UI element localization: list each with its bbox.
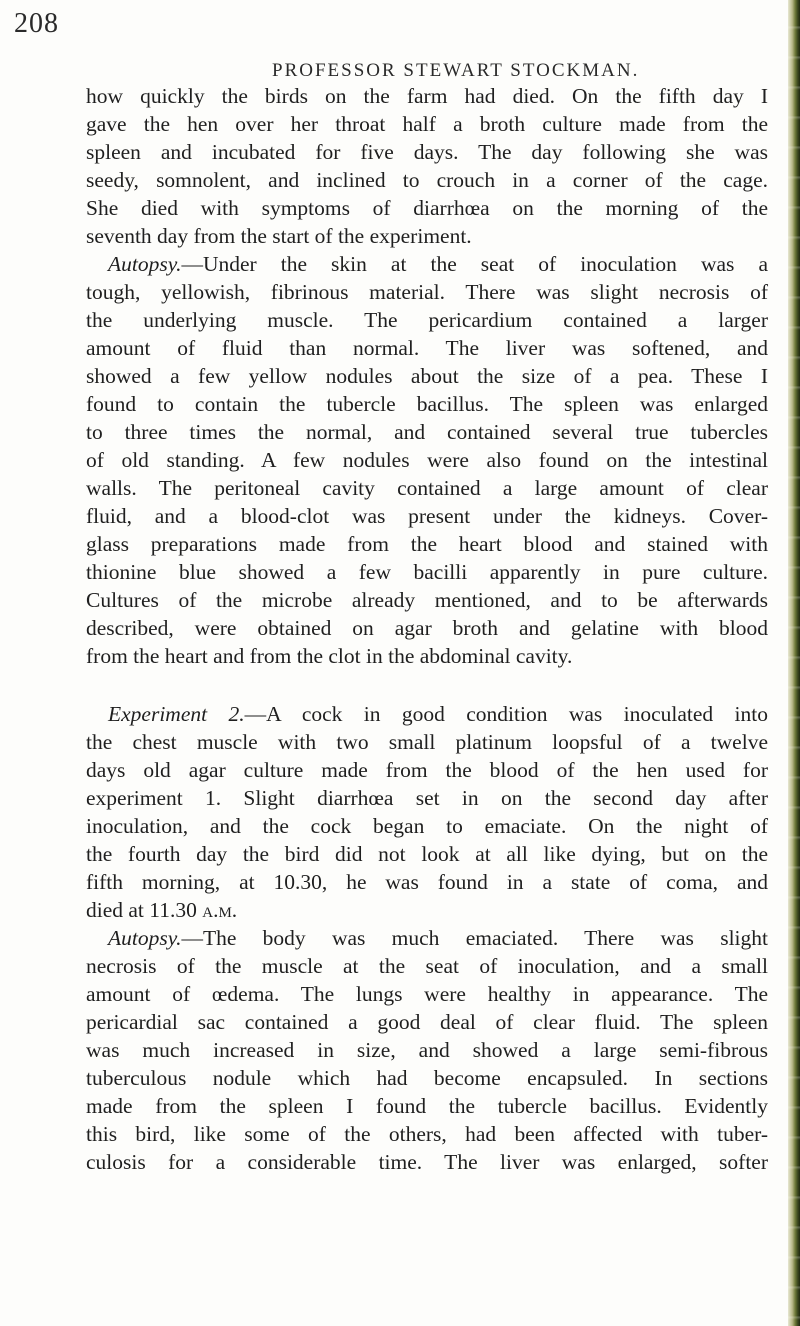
text-line: thionine blue showed a few bacilli apparently in pure culture. — [86, 560, 768, 584]
text-line: spleen and incubated for five days. The day following she was — [86, 140, 768, 164]
page-edge-stripe — [788, 0, 800, 1326]
paragraph-4 — [86, 924, 768, 1176]
text-line: showed a few yellow nodules about the size of a pea. These I — [86, 364, 768, 388]
text-line: the underlying muscle. The pericardium contained a larger — [86, 308, 768, 332]
page-number: 208 — [14, 8, 59, 39]
text-line: She died with symptoms of diarrhœa on the morning of the — [86, 196, 768, 220]
text-line: fifth morning, at 10.30, he was found in a state of coma, and — [86, 870, 768, 894]
text-line: amount of œdema. The lungs were healthy in appearance. The — [86, 982, 768, 1006]
text-line: fluid, and a blood-clot was present under the kidneys. Cover- — [86, 504, 768, 528]
text-line: Cultures of the microbe already mentioned, and to be afterwards — [86, 588, 768, 612]
text-line — [86, 924, 768, 952]
text-line: days old agar culture made from the blood of the hen used for — [86, 758, 768, 782]
text-line: walls. The peritoneal cavity contained a large amount of clear — [86, 476, 768, 500]
text-line — [86, 896, 768, 924]
text-line: seventh day from the start of the experiment. — [86, 224, 472, 248]
run-in-heading: Autopsy. — [108, 926, 182, 950]
text-line: inoculation, and the cock began to emaciate. On the night of — [86, 814, 768, 838]
paragraph-2 — [86, 250, 768, 670]
text-line: necrosis of the muscle at the seat of inoculation, and a small — [86, 954, 768, 978]
text-line: seedy, somnolent, and inclined to crouch in a corner of the cage. — [86, 168, 768, 192]
text-line: was much increased in size, and showed a large semi-fibrous — [86, 1038, 768, 1062]
text-line: how quickly the birds on the farm had died. On the fifth day I — [86, 84, 768, 108]
text-line — [86, 250, 768, 278]
text-line: tuberculous nodule which had become encapsuled. In sections — [86, 1066, 768, 1090]
run-in-heading: Autopsy. — [108, 252, 182, 276]
text-span: —Under the skin at the seat of inoculation was a — [181, 252, 768, 276]
paragraph-1 — [86, 82, 768, 250]
text-line: tough, yellowish, fibrinous material. There was slight necrosis of — [86, 280, 768, 304]
text-line: the fourth day the bird did not look at all like dying, but on the — [86, 842, 768, 866]
text-line: the chest muscle with two small platinum loopsful of a twelve — [86, 730, 768, 754]
time-suffix: a.m. — [202, 898, 238, 922]
text-line: of old standing. A few nodules were also found on the intestinal — [86, 448, 768, 472]
text-line: described, were obtained on agar broth and gelatine with blood — [86, 616, 768, 640]
text-line: from the heart and from the clot in the abdominal cavity. — [86, 644, 573, 668]
text-line: made from the spleen I found the tubercle bacillus. Evidently — [86, 1094, 768, 1118]
text-span: —The body was much emaciated. There was slight — [181, 926, 768, 950]
text-line: found to contain the tubercle bacillus. The spleen was enlarged — [86, 392, 768, 416]
text-line: pericardial sac contained a good deal of clear fluid. The spleen — [86, 1010, 768, 1034]
text-line: glass preparations made from the heart blood and stained with — [86, 532, 768, 556]
paragraph-gap — [86, 670, 768, 700]
running-head: PROFESSOR STEWART STOCKMAN. — [272, 60, 640, 81]
run-in-heading: Experiment 2. — [108, 702, 245, 726]
paragraph-3 — [86, 700, 768, 924]
text-line — [86, 700, 768, 728]
text-line: amount of fluid than normal. The liver was softened, and — [86, 336, 768, 360]
text-line: gave the hen over her throat half a broth culture made from the — [86, 112, 768, 136]
text-span: —A cock in good condition was inoculated into — [244, 702, 769, 726]
text-span: died at 11.30 — [86, 898, 203, 922]
text-line: culosis for a considerable time. The liver was enlarged, softer — [86, 1150, 768, 1174]
text-line: experiment 1. Slight diarrhœa set in on the second day after — [86, 786, 768, 810]
text-line: this bird, like some of the others, had been affected with tuber- — [86, 1122, 768, 1146]
text-line: to three times the normal, and contained several true tubercles — [86, 420, 768, 444]
body-text — [86, 82, 768, 1176]
